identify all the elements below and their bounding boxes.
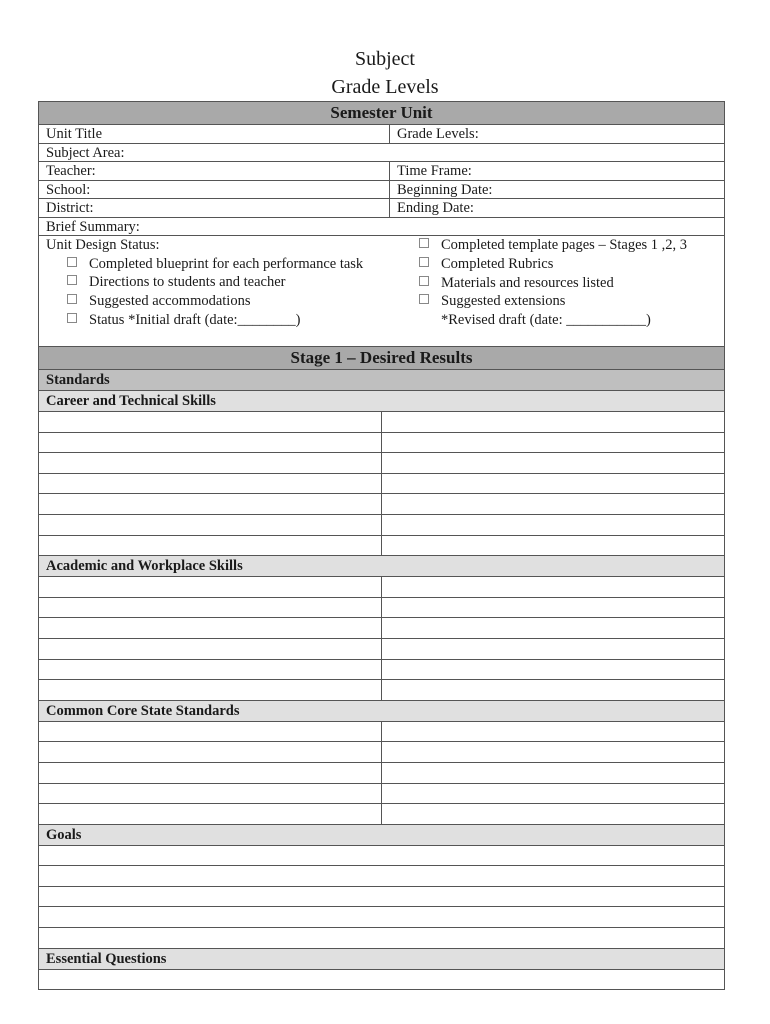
table-row[interactable] xyxy=(39,639,724,660)
list-item[interactable] xyxy=(39,970,724,991)
teacher-field[interactable]: Teacher: xyxy=(39,162,390,180)
table-row[interactable] xyxy=(39,722,724,743)
grade-levels-field[interactable]: Grade Levels: xyxy=(397,126,479,142)
school-field[interactable]: School: xyxy=(39,181,390,199)
stage1-header: Stage 1 – Desired Results xyxy=(39,347,724,370)
beginning-date-field[interactable]: Beginning Date: xyxy=(397,181,493,198)
goals-header: Goals xyxy=(39,825,724,846)
table-row[interactable] xyxy=(39,784,724,805)
academic-workplace-grid xyxy=(39,577,724,701)
checklist-item[interactable]: Suggested accommodations xyxy=(67,292,363,311)
checklist-item[interactable]: Suggested extensions xyxy=(419,292,687,311)
career-technical-grid xyxy=(39,412,724,556)
list-item[interactable] xyxy=(39,928,724,949)
checkbox-icon[interactable] xyxy=(67,257,77,267)
table-row[interactable] xyxy=(39,536,724,557)
checkbox-icon[interactable] xyxy=(67,275,77,285)
table-row[interactable] xyxy=(39,742,724,763)
table-row[interactable] xyxy=(39,660,724,681)
time-frame-field[interactable]: Time Frame: xyxy=(397,163,472,179)
school-row xyxy=(39,181,724,200)
checklist-item[interactable]: Status *Initial draft (date:________) xyxy=(67,311,363,330)
unit-plan-form xyxy=(38,101,725,990)
checkbox-icon[interactable] xyxy=(67,313,77,323)
district-field[interactable]: District: xyxy=(39,199,390,217)
table-row[interactable] xyxy=(39,680,724,701)
career-technical-skills-header: Career and Technical Skills xyxy=(39,391,724,412)
table-row[interactable] xyxy=(39,804,724,825)
district-row xyxy=(39,199,724,218)
checklist-item[interactable]: Completed template pages – Stages 1 ,2, 3 xyxy=(419,236,687,255)
common-core-standards-header: Common Core State Standards xyxy=(39,701,724,722)
table-row[interactable] xyxy=(39,433,724,454)
academic-workplace-skills-header: Academic and Workplace Skills xyxy=(39,556,724,577)
table-row[interactable] xyxy=(39,453,724,474)
status-checklist-left xyxy=(67,255,363,330)
brief-summary-row xyxy=(39,218,724,237)
table-row[interactable] xyxy=(39,598,724,619)
list-item[interactable] xyxy=(39,887,724,908)
goals-lines xyxy=(39,846,724,949)
subject-area-field[interactable]: Subject Area: xyxy=(46,144,125,161)
table-row[interactable] xyxy=(39,474,724,495)
unit-title-row xyxy=(39,125,724,144)
document-subject-title: Subject xyxy=(355,48,415,70)
common-core-grid xyxy=(39,722,724,825)
document-grade-levels-title: Grade Levels xyxy=(331,76,439,98)
standards-header: Standards xyxy=(39,370,724,391)
subject-area-row xyxy=(39,144,724,163)
unit-title-field[interactable]: Unit Title xyxy=(39,125,390,143)
checkbox-icon[interactable] xyxy=(419,276,429,286)
table-row[interactable] xyxy=(39,494,724,515)
teacher-row xyxy=(39,162,724,181)
checklist-item[interactable]: Materials and resources listed xyxy=(419,274,687,293)
table-row[interactable] xyxy=(39,515,724,536)
revised-draft-item[interactable]: *Revised draft (date: ___________) xyxy=(441,312,651,329)
checkbox-icon[interactable] xyxy=(419,257,429,267)
ending-date-field[interactable]: Ending Date: xyxy=(397,200,474,216)
list-item[interactable] xyxy=(39,866,724,887)
table-row[interactable] xyxy=(39,412,724,433)
unit-design-status-block xyxy=(39,236,724,347)
brief-summary-field[interactable]: Brief Summary: xyxy=(46,218,140,235)
unit-design-status-label: Unit Design Status: xyxy=(46,237,160,253)
semester-unit-header: Semester Unit xyxy=(39,102,724,125)
checklist-item[interactable]: Directions to students and teacher xyxy=(67,273,363,292)
list-item[interactable] xyxy=(39,907,724,928)
checklist-item[interactable]: Completed Rubrics xyxy=(419,255,687,274)
checkbox-icon[interactable] xyxy=(67,294,77,304)
table-row[interactable] xyxy=(39,577,724,598)
essential-questions-header: Essential Questions xyxy=(39,949,724,970)
checkbox-icon[interactable] xyxy=(419,238,429,248)
status-checklist-right xyxy=(419,236,687,330)
checklist-item[interactable]: Completed blueprint for each performance task xyxy=(67,255,363,274)
list-item[interactable] xyxy=(39,846,724,867)
checkbox-icon[interactable] xyxy=(419,294,429,304)
table-row[interactable] xyxy=(39,763,724,784)
table-row[interactable] xyxy=(39,618,724,639)
